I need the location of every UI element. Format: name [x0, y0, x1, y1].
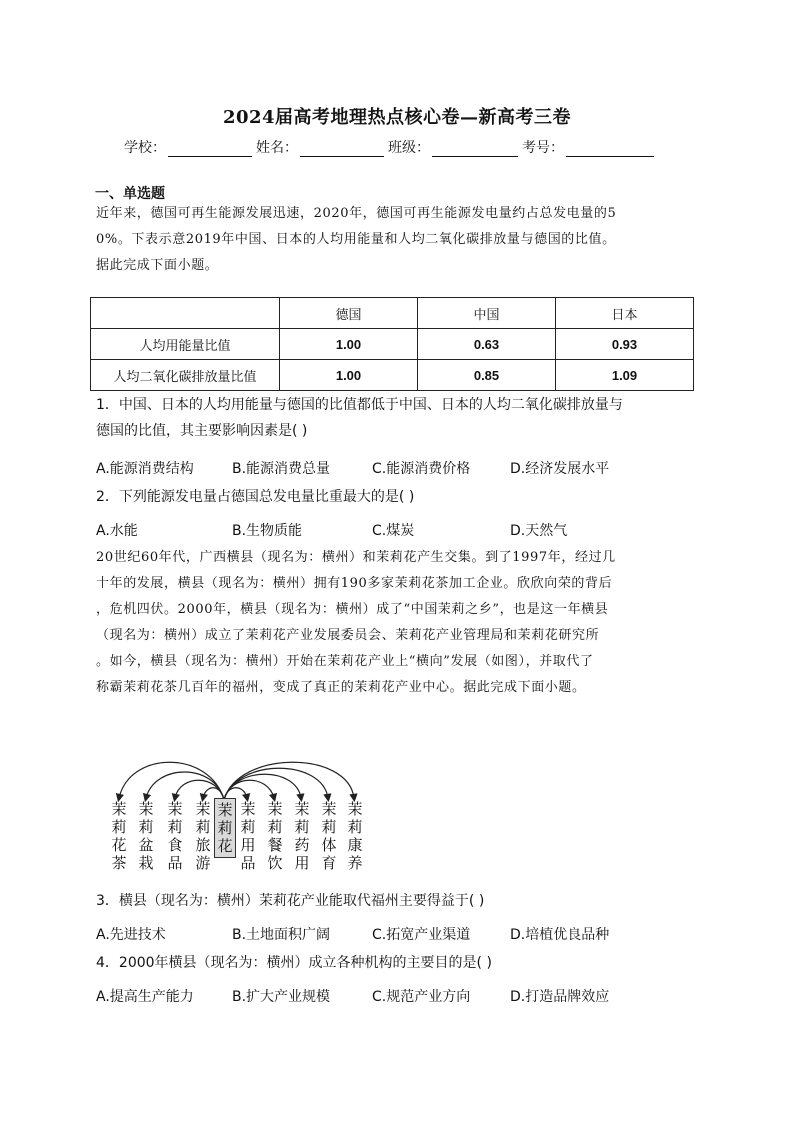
class-blank[interactable] — [432, 142, 518, 157]
passage-line: （现名为：横州）成立了茉莉花产业发展委员会、茉莉花产业管理局和茉莉花研究所 — [96, 628, 600, 643]
node-label: 茉莉康养 — [347, 800, 363, 872]
passage-line: ，危机四伏。2000年，横县（现名为：横州）成了“中国茉莉之乡”，也是这一年横县 — [96, 602, 609, 617]
diagram-node — [293, 800, 311, 872]
class-label: 班级： — [388, 140, 430, 156]
table-row-label: 人均二氧化碳排放量比值 — [91, 360, 280, 391]
passage-2 — [96, 545, 701, 701]
diagram-node — [110, 800, 128, 872]
diagram-node — [166, 800, 184, 872]
passage-line: 0%。下表示意2019年中国、日本的人均用能量和人均二氧化碳排放量与德国的比值。 — [96, 232, 616, 247]
exam-number-label: 考号： — [522, 140, 564, 156]
option-b[interactable]: B.能源消费总量 — [232, 461, 331, 477]
option-b[interactable]: B.扩大产业规模 — [232, 989, 331, 1005]
option-a[interactable]: A.能源消费结构 — [96, 461, 194, 477]
node-label: 茉莉盆栽 — [138, 800, 154, 872]
table-header-cell: 德国 — [280, 298, 418, 329]
student-info-row — [124, 137, 658, 157]
passage-line: 称霸茉莉花茶几百年的福州，变成了真正的茉莉花产业中心。据此完成下面小题。 — [96, 680, 586, 695]
diagram-node — [346, 800, 364, 872]
option-c[interactable]: C.拓宽产业渠道 — [372, 927, 471, 943]
diagram-node — [266, 800, 284, 872]
table-cell: 0.93 — [556, 329, 694, 360]
table-cell: 1.00 — [280, 329, 418, 360]
table-cell: 0.63 — [418, 329, 556, 360]
option-d[interactable]: D.天然气 — [510, 523, 568, 539]
table-header-cell — [91, 298, 280, 329]
passage-1 — [96, 201, 701, 279]
node-label: 茉莉食品 — [167, 800, 183, 872]
passage-line: 20世纪60年代，广西横县（现名为：横州）和茉莉花产生交集。到了1997年，经过几 — [96, 550, 616, 565]
question-stem-line: 3．横县（现名为：横州）茉莉花产业能取代福州主要得益于( ) — [96, 893, 485, 909]
diagram-node — [239, 800, 257, 872]
name-label: 姓名： — [256, 140, 298, 156]
question-2 — [96, 484, 414, 510]
node-label: 茉莉用品 — [240, 800, 256, 872]
passage-line: 。如今，横县（现名为：横州）开始在茉莉花产业上“横向”发展（如图），并取代了 — [96, 654, 594, 669]
passage-line: 据此完成下面小题。 — [96, 258, 219, 273]
option-b[interactable]: B.生物质能 — [232, 523, 303, 539]
table-cell: 1.00 — [280, 360, 418, 391]
node-label: 茉莉花 — [217, 801, 233, 855]
option-c[interactable]: C.规范产业方向 — [372, 989, 471, 1005]
passage-line: 十年的发展，横县（现名为：横州）拥有190多家茉莉花茶加工企业。欣欣向荣的背后 — [96, 576, 613, 591]
table-row — [91, 360, 694, 391]
arrow-to-yaoyong — [224, 774, 301, 800]
diagram-center-node — [214, 798, 236, 858]
node-label: 茉莉旅游 — [195, 800, 211, 872]
ratio-table — [90, 297, 694, 391]
node-label: 茉莉餐饮 — [267, 800, 283, 872]
arrow-to-huacha — [119, 762, 224, 800]
table-cell: 1.09 — [556, 360, 694, 391]
exam-number-blank[interactable] — [566, 142, 654, 157]
option-c[interactable]: C.能源消费价格 — [372, 461, 471, 477]
diagram-node — [320, 800, 338, 872]
question-stem-line: 1．中国、日本的人均用能量与德国的比值都低于中国、日本的人均二氧化碳排放量与 — [96, 397, 623, 413]
option-a[interactable]: A.提高生产能力 — [96, 989, 194, 1005]
option-d[interactable]: D.培植优良品种 — [510, 927, 610, 943]
question-stem-line: 2．下列能源发电量占德国总发电量比重最大的是( ) — [96, 489, 415, 505]
diagram-node — [137, 800, 155, 872]
question-stem-line: 德国的比值，其主要影响因素是( ) — [96, 423, 308, 439]
section-title: 一、单选题 — [95, 186, 165, 202]
table-header-cell: 日本 — [556, 298, 694, 329]
diagram-node — [194, 800, 212, 872]
arrow-to-tiyu — [224, 768, 328, 800]
option-a[interactable]: A.水能 — [96, 523, 138, 539]
school-blank[interactable] — [168, 142, 252, 157]
option-c[interactable]: C.煤炭 — [372, 523, 415, 539]
school-label: 学校： — [124, 140, 166, 156]
node-label: 茉莉体育 — [321, 800, 337, 872]
passage-line: 近年来，德国可再生能源发展迅速，2020年，德国可再生能源发电量约占总发电量的5 — [96, 206, 617, 221]
jasmine-industry-diagram — [100, 758, 380, 878]
option-b[interactable]: B.土地面积广阔 — [232, 927, 331, 943]
option-a[interactable]: A.先进技术 — [96, 927, 166, 943]
node-label: 茉莉药用 — [294, 800, 310, 872]
table-header-row — [91, 298, 694, 329]
node-label: 茉莉花茶 — [111, 800, 127, 872]
question-stem-line: 4．2000年横县（现名为：横州）成立各种机构的主要目的是( ) — [96, 955, 492, 971]
table-cell: 0.85 — [418, 360, 556, 391]
name-blank[interactable] — [300, 142, 384, 157]
question-4 — [96, 950, 492, 976]
arrow-to-penzai — [146, 772, 224, 800]
table-row — [91, 329, 694, 360]
option-d[interactable]: D.经济发展水平 — [510, 461, 610, 477]
question-3 — [96, 888, 484, 914]
option-d[interactable]: D.打造品牌效应 — [510, 989, 610, 1005]
question-1 — [96, 392, 623, 444]
table-header-cell: 中国 — [418, 298, 556, 329]
exam-title: 2024届高考地理热点核心卷—新高考三卷 — [222, 107, 572, 128]
table-row-label: 人均用能量比值 — [91, 329, 280, 360]
